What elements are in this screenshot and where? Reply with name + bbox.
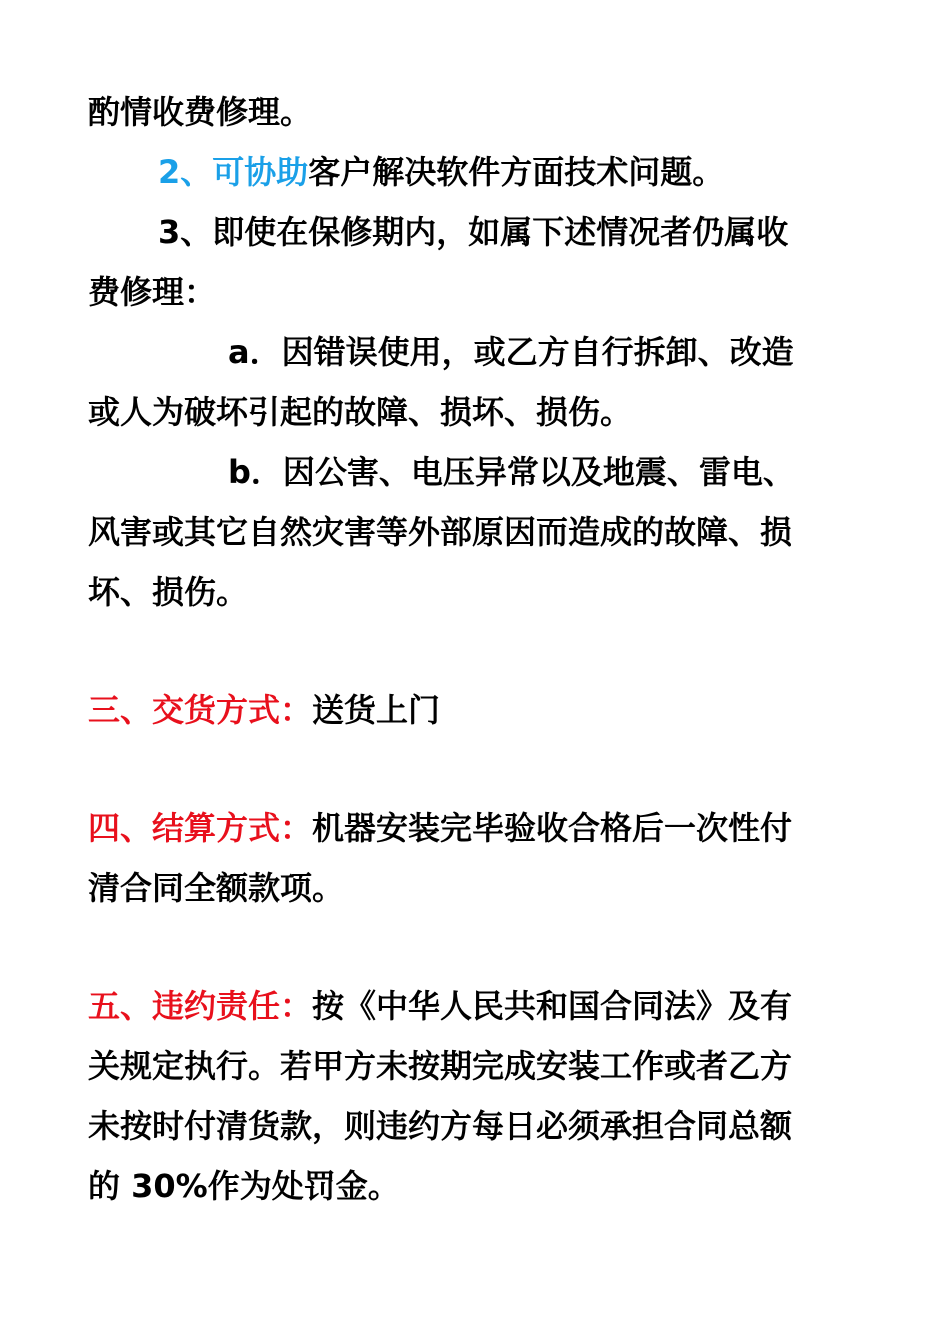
delivery-text: 送货上门 (312, 691, 441, 729)
settlement-heading: 四、结算方式： (88, 809, 313, 847)
paragraph-line (88, 442, 864, 502)
paragraph-line (88, 82, 864, 142)
section-gap (88, 918, 864, 976)
section-settlement (88, 798, 864, 858)
warranty-continuation: 酌情收费修理。 (88, 93, 313, 131)
paragraph-line (88, 858, 864, 918)
section-liability (88, 976, 864, 1036)
liability-heading: 五、违约责任： (88, 987, 313, 1025)
paragraph-line (88, 1036, 864, 1096)
item-b-text: 风害或其它自然灾害等外部原因而造成的故障、损 (88, 513, 793, 551)
delivery-heading: 三、交货方式： (88, 691, 313, 729)
liability-text: 按《中华人民共和国合同法》及有 (312, 987, 793, 1025)
section-delivery (88, 680, 864, 740)
paragraph-line (88, 262, 864, 322)
item-a-text: a．因错误使用，或乙方自行拆卸、改造 (228, 333, 794, 371)
paragraph-line (88, 322, 864, 382)
paragraph-line (88, 382, 864, 442)
item-a-text: 或人为破坏引起的故障、损坏、损伤。 (88, 393, 633, 431)
item-b-text: 坏、损伤。 (88, 573, 249, 611)
paragraph-line (88, 1096, 864, 1156)
paragraph-line (88, 562, 864, 622)
section-gap (88, 740, 864, 798)
liability-text: 未按时付清货款，则违约方每日必须承担合同总额 (88, 1107, 793, 1145)
item-3-text: 3、即使在保修期内，如属下述情况者仍属收 (158, 213, 789, 251)
item-2-highlight: 2、可协助 (158, 153, 309, 191)
item-3-text: 费修理： (88, 273, 217, 311)
paragraph-line (88, 142, 864, 202)
item-2-text: 客户解决软件方面技术问题。 (308, 153, 725, 191)
paragraph-line (88, 502, 864, 562)
liability-text: 的 30%作为处罚金。 (88, 1167, 400, 1205)
paragraph-line (88, 202, 864, 262)
item-b-text: b．因公害、电压异常以及地震、雷电、 (228, 453, 795, 491)
settlement-text: 清合同全额款项。 (88, 869, 345, 907)
document-page (88, 82, 864, 1216)
settlement-text: 机器安装完毕验收合格后一次性付 (312, 809, 793, 847)
paragraph-line (88, 1156, 864, 1216)
liability-text: 关规定执行。若甲方未按期完成安装工作或者乙方 (88, 1047, 793, 1085)
section-gap (88, 622, 864, 680)
